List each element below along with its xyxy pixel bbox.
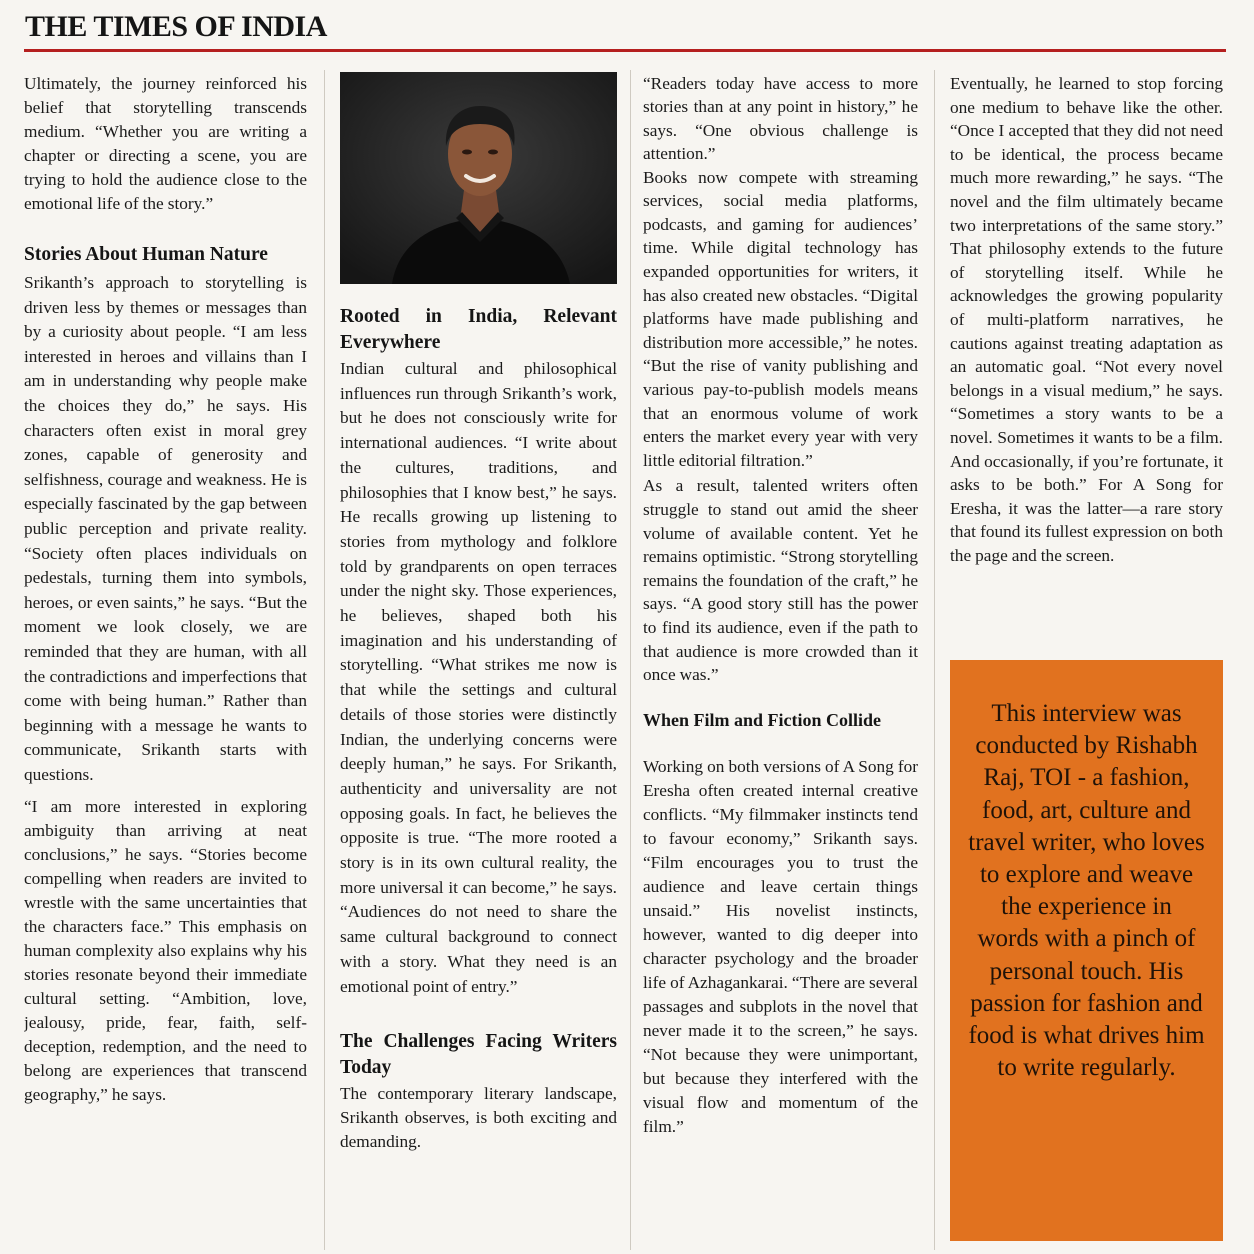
author-bio-text: This interview was conducted by Rishabh Raj, TOI - a fashion, food, art, culture and travel writer, who loves to explore and weave the experience in words with a pinch of personal touch. His passion for fashion and food is what drives him to write regularly. bbox=[968, 700, 1205, 1082]
paragraph: “Readers today have access to more stories than at any point in history,” he says. “One obvious challenge is attention.” bbox=[643, 74, 918, 164]
column-divider bbox=[934, 70, 935, 1250]
article-column-4 bbox=[950, 72, 1223, 652]
section-heading: Rooted in India, Relevant Everywhere bbox=[340, 306, 617, 353]
paragraph: As a result, talented writers often struggle to stand out amid the sheer volume of available content. Yet he remains optimistic. “Strong storytelling remains the foundation of the craft,” he says. “A good story still has the power to find its audience, even if the path to that audience is more crowded than it once was.” bbox=[643, 476, 918, 685]
paragraph: Indian cultural and philosophical influences run through Srikanth’s work, but he does not consciously write for international audiences. “I write about the cultures, traditions, and philosophies that I know best,” he says. He recalls growing up listening to stories from mythology and folklore told by grandparents on open terraces under the night sky. Those experiences, he believes, shaped both his imagination and his understanding of storytelling. “What strikes me now is that while the settings and cultural details of those stories were distinctly Indian, the underlying concerns were deeply human,” he says. For Srikanth, authenticity and universality are not opposing goals. In fact, he believes the opposite is true. “The more rooted a story is in its own cultural reality, the more universal it can become,” he says. “Audiences do not need to share the same cultural background to connect with a story. What they need is an emotional point of entry.” bbox=[340, 359, 617, 996]
paragraph: Books now compete with streaming services, social media platforms, podcasts, and gaming for audiences’ time. While digital technology has expanded opportunities for writers, it has also created new obstacles. “Digital platforms have made publishing and distribution more accessible,” he notes. “But the rise of vanity publishing and various pay-to-publish models means that an enormous volume of work enters the market every year with very little editorial filtration.” bbox=[643, 167, 918, 470]
paragraph: “I am more interested in exploring ambiguity than arriving at neat conclusions,” he says. “Stories become compelling when readers are invited to wrestle with the same uncertainties that the characters face.” This emphasis on human complexity also explains why his stories resonate beyond their immediate cultural setting. “Ambition, love, jealousy, pride, fear, faith, self-deception, redemption, and the need to belong are experiences that transcend geography,” he says. bbox=[24, 797, 307, 1105]
paragraph: Srikanth’s approach to storytelling is driven less by themes or messages than by a curiosity about people. “I am less interested in heroes and villains than I am in understanding why people make the choices they do,” he says. His characters often exist in moral grey zones, capable of generosity and selfishness, courage and weakness. He is especially fascinated by the gap between public perception and private reality. “Society often places individuals on pedestals, turning them into symbols, heroes, or even saints,” he says. “But the moment we look closely, we are reminded that they are human, with all the contradictions and imperfections that come with being human.” Rather than beginning with a message he wants to communicate, Srikanth starts with questions. bbox=[24, 273, 307, 784]
column-divider bbox=[630, 70, 631, 1250]
paragraph: Ultimately, the journey reinforced his belief that storytelling transcends medium. “Whether you are writing a chapter or directing a scene, you are trying to hold the audience close to the emotional life of the story.” bbox=[24, 74, 307, 213]
section-heading: The Challenges Facing Writers Today bbox=[340, 1031, 617, 1079]
author-bio-callout bbox=[950, 660, 1223, 1241]
section-heading: Stories About Human Nature bbox=[24, 244, 268, 265]
article-column-1 bbox=[24, 72, 307, 1254]
article-column-3 bbox=[643, 72, 918, 1254]
article-column-2 bbox=[340, 72, 617, 1254]
paragraph: Working on both versions of A Song for Eresha often created internal creative conflicts. “My filmmaker instincts tend to favour economy,” Srikanth says. “Film encourages you to trust the audience and leave certain things unsaid.” His novelist instincts, however, wanted to dig deeper into character psychology and the broader life of Azhagankarai. “There are several passages and subplots in the novel that never made it to the screen,” he says. “Not because they were unimportant, but because they interfered with the visual flow and momentum of the film.” bbox=[643, 756, 918, 1136]
paragraph: Eventually, he learned to stop forcing one medium to behave like the other. “Once I accepted that they did not need to be identical, the process became much more rewarding,” he says. “The novel and the film ultimately became two interpretations of the same story.” That philosophy extends to the future of storytelling itself. While he acknowledges the growing popularity of multi-platform narratives, he cautions against treating adaptation as an automatic goal. “Not every novel belongs in a visual medium,” he says. “Sometimes a story wants to be a novel. Sometimes it wants to be a film. And occasionally, if you’re fortunate, it asks to be both.” For A Song for Eresha, it was the latter—a rare story that found its fullest expression on both the page and the screen. bbox=[950, 74, 1223, 565]
paragraph: The contemporary literary landscape, Srikanth observes, is both exciting and demanding. bbox=[340, 1084, 617, 1152]
author-portrait-image bbox=[340, 72, 617, 284]
masthead-title: THE TIMES OF INDIA bbox=[25, 10, 327, 43]
author-photo bbox=[340, 72, 617, 284]
section-heading: When Film and Fiction Collide bbox=[643, 709, 882, 730]
masthead bbox=[24, 8, 1226, 52]
column-divider bbox=[324, 70, 325, 1250]
